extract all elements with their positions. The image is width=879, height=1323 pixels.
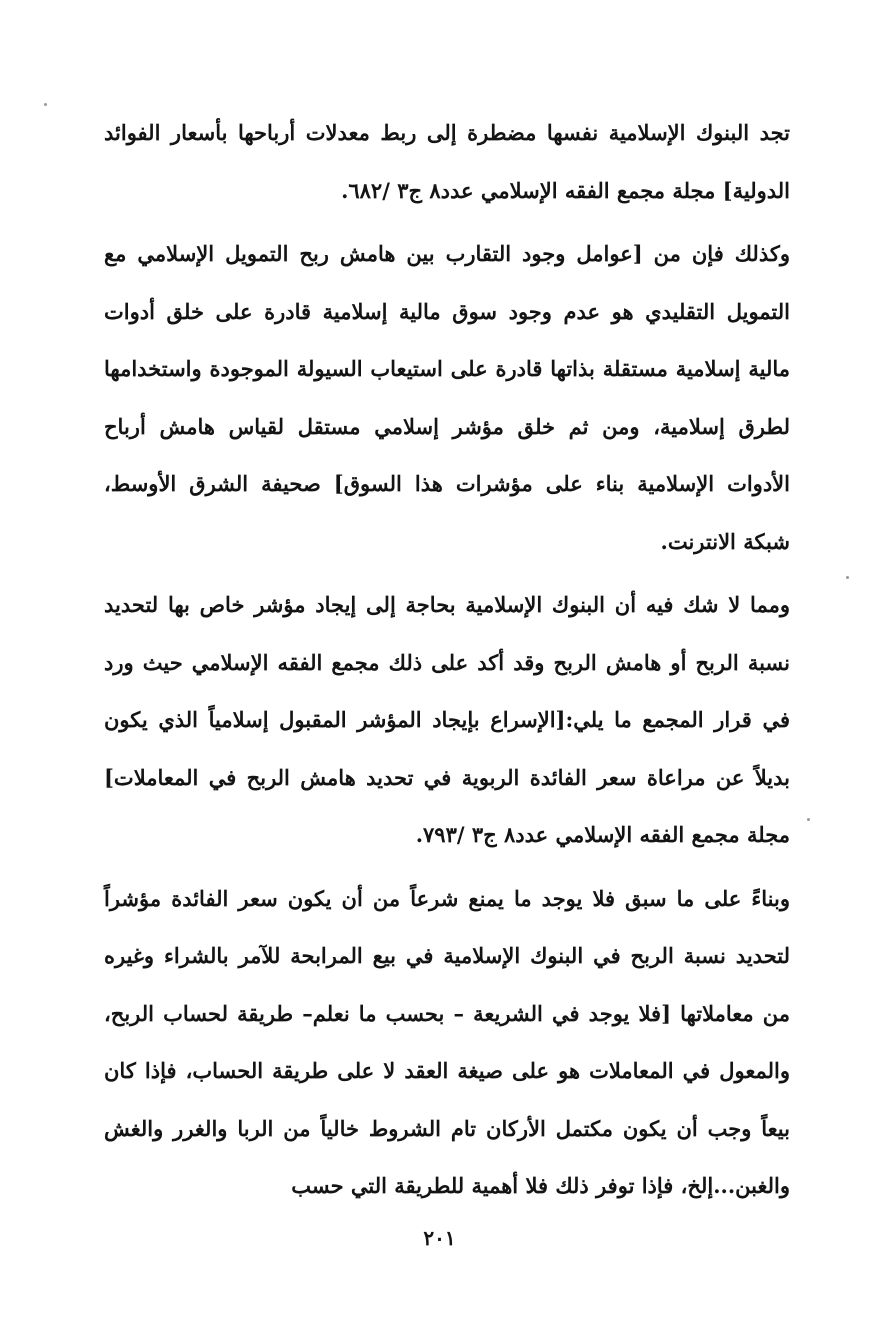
paragraph-2: وكذلك فإن من [عوامل وجود التقارب بين هامش ربح التمويل الإسلامي مع التمويل التقليدي هو عدم وجود سوق مالية إسلامية قادرة على خلق أدوات مالية إسلامية مستقلة بذاتها قادرة على استيعاب السيولة الموجودة واستخدامها لطرق إسلامية، ومن ثم خلق مؤشر إسلامي مستقل لقياس هامش أرباح الأدوات الإسلامية بناء على مؤشرات هذا السوق] صحيفة الشرق الأوسط، شبكة الانترنت. xyxy=(104,241,790,554)
page-number: ٢٠١ xyxy=(423,1226,456,1250)
paragraph-3: ومما لا شك فيه أن البنوك الإسلامية بحاجة إلى إيجاد مؤشر خاص بها لتحديد نسبة الربح أو هامش الربح وقد أكد على ذلك مجمع الفقه الإسلامي حيث ورد في قرار المجمع ما يلي:[الإسراع بإيجاد المؤشر المقبول إسلامياً الذي يكون بديلاً عن مراعاة سعر الفائدة الربوية في تحديد هامش الربح في المعاملات] مجلة مجمع الفقه الإسلامي عدد٨ ج٣ /٧٩٣. xyxy=(104,592,790,847)
paragraph-1: تجد البنوك الإسلامية نفسها مضطرة إلى ربط معدلات أرباحها بأسعار الفوائد الدولية] مجلة مجمع الفقه الإسلامي عدد٨ ج٣ /٦٨٢. xyxy=(104,120,790,203)
paragraph-4: وبناءً على ما سبق فلا يوجد ما يمنع شرعاً من أن يكون سعر الفائدة مؤشراً لتحديد نسبة الربح في البنوك الإسلامية في بيع المرابحة للآمر بالشراء وغيره من معاملاتها [فلا يوجد في الشريعة – بحسب ما نعلم– طريقة لحساب الربح، والمعول في المعاملات هو على صيغة العقد لا على طريقة الحساب، فإذا كان بيعاً وجب أن يكون مكتمل الأركان تام الشروط خالياً من الربا والغرر والغش والغبن...إلخ، فإذا توفر ذلك فلا أهمية للطريقة التي حسب xyxy=(104,885,790,1198)
scan-speck xyxy=(44,103,47,106)
scan-speck xyxy=(807,818,810,821)
scan-speck xyxy=(846,576,849,579)
body-text xyxy=(104,104,790,1215)
